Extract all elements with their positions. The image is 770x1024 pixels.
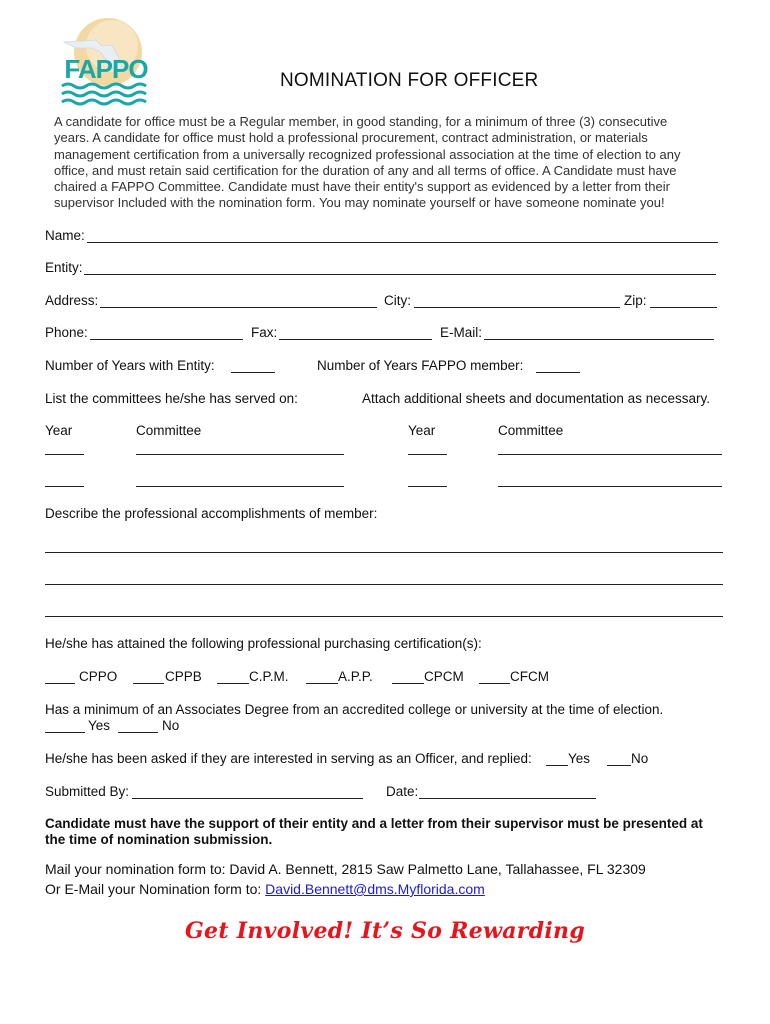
degree-yes-label: Yes — [88, 718, 111, 733]
cpcm-checkline[interactable] — [392, 683, 424, 684]
notice-line-1: Candidate must have the support of their entity and a letter from their supervisor must be presented at — [45, 816, 703, 831]
officer-question: He/she has been asked if they are interested in serving as an Officer, and replied: — [45, 751, 532, 766]
date-label: Date: — [386, 784, 419, 799]
accomplishments-line[interactable] — [45, 552, 723, 553]
intro-line: supervisor Included with the nomination form. You may nominate yourself or have someone nominate you! — [54, 195, 665, 211]
degree-yes-checkline[interactable] — [45, 732, 85, 733]
cert-cfcm: CFCM — [510, 669, 549, 684]
intro-line: years. A candidate for office must hold a professional procurement, contract administration, or materials — [54, 130, 648, 146]
year-field[interactable] — [408, 486, 447, 487]
intro-line: chaired a FAPPO Committee. Candidate must have their entity's support as evidenced by a letter from their — [54, 179, 670, 195]
fax-field[interactable] — [279, 339, 432, 340]
years-fappo-label: Number of Years FAPPO member: — [317, 358, 524, 373]
year-header-right: Year — [408, 423, 436, 438]
form-title: NOMINATION FOR OFFICER — [280, 70, 539, 91]
notice-line-2: the time of nomination submission. — [45, 832, 273, 847]
years-fappo-field[interactable] — [536, 372, 580, 373]
cert-app: A.P.P. — [338, 669, 373, 684]
cert-cpm: C.P.M. — [249, 669, 289, 684]
committee-header-left: Committee — [136, 423, 202, 438]
logo-text: FAPPO — [64, 54, 148, 84]
fax-label: Fax: — [251, 325, 278, 340]
app-checkline[interactable] — [306, 683, 338, 684]
accomplishments-line[interactable] — [45, 616, 723, 617]
cppo-checkline[interactable] — [45, 683, 75, 684]
slogan: Get Involved! It’s So Rewarding — [184, 918, 586, 944]
cert-cpcm: CPCM — [424, 669, 464, 684]
zip-label: Zip: — [624, 293, 647, 308]
year-header-left: Year — [45, 423, 73, 438]
officer-no-label: No — [631, 751, 649, 766]
email-field[interactable] — [484, 339, 714, 340]
year-field[interactable] — [408, 454, 447, 455]
intro-line: management certification from a universally recognized professional association at the time of election to any — [54, 146, 681, 162]
officer-yes-checkline[interactable] — [546, 765, 568, 766]
officer-yes-label: Yes — [568, 751, 591, 766]
fappo-logo — [56, 12, 156, 112]
degree-question: Has a minimum of an Associates Degree from an accredited college or university at the time of election. — [45, 702, 664, 717]
name-field[interactable] — [87, 242, 718, 243]
city-field[interactable] — [414, 307, 620, 308]
cpm-checkline[interactable] — [217, 683, 249, 684]
committee-field[interactable] — [136, 486, 344, 487]
years-entity-label: Number of Years with Entity: — [45, 358, 215, 373]
accomplishments-label: Describe the professional accomplishments of member: — [45, 506, 378, 521]
committee-field[interactable] — [498, 454, 722, 455]
officer-no-checkline[interactable] — [607, 765, 631, 766]
intro-line: A candidate for office must be a Regular member, in good standing, for a minimum of three (3) consecutive — [54, 114, 668, 129]
phone-field[interactable] — [90, 339, 243, 340]
cfcm-checkline[interactable] — [479, 683, 510, 684]
submitted-by-label: Submitted By: — [45, 784, 130, 799]
address-field[interactable] — [100, 307, 377, 308]
accomplishments-line[interactable] — [45, 584, 723, 585]
cert-cppo: CPPO — [79, 669, 118, 684]
degree-no-label: No — [162, 718, 180, 733]
entity-label: Entity: — [45, 260, 83, 275]
cert-cppb: CPPB — [165, 669, 202, 684]
committees-label: List the committees he/she has served on: — [45, 391, 298, 406]
committee-field[interactable] — [498, 486, 722, 487]
submitted-by-field[interactable] — [132, 798, 363, 799]
years-entity-field[interactable] — [231, 372, 275, 373]
email-instructions — [45, 881, 485, 897]
attach-note: Attach additional sheets and documentation as necessary. — [362, 391, 710, 406]
email-label: E-Mail: — [440, 325, 483, 340]
committee-field[interactable] — [136, 454, 344, 455]
entity-field[interactable] — [84, 274, 716, 275]
degree-no-checkline[interactable] — [118, 732, 158, 733]
cppb-checkline[interactable] — [133, 683, 164, 684]
intro-line: office, and must retain said certification for the duration of any and all terms of office. A Candidate must have — [54, 162, 677, 178]
year-field[interactable] — [45, 486, 84, 487]
zip-field[interactable] — [650, 307, 717, 308]
email-prefix: Or E-Mail your Nomination form to: — [45, 881, 266, 897]
name-label: Name: — [45, 228, 85, 243]
mail-instructions: Mail your nomination form to: David A. Bennett, 2815 Saw Palmetto Lane, Tallahassee, FL 32309 — [45, 861, 646, 877]
year-field[interactable] — [45, 454, 84, 455]
eligibility-intro — [54, 114, 724, 212]
certifications-label: He/she has attained the following professional purchasing certification(s): — [45, 636, 482, 651]
address-label: Address: — [45, 293, 99, 308]
email-link[interactable]: David.Bennett@dms.Myflorida.com — [265, 881, 485, 897]
committee-header-right: Committee — [498, 423, 564, 438]
phone-label: Phone: — [45, 325, 88, 340]
date-field[interactable] — [419, 798, 596, 799]
city-label: City: — [384, 293, 411, 308]
